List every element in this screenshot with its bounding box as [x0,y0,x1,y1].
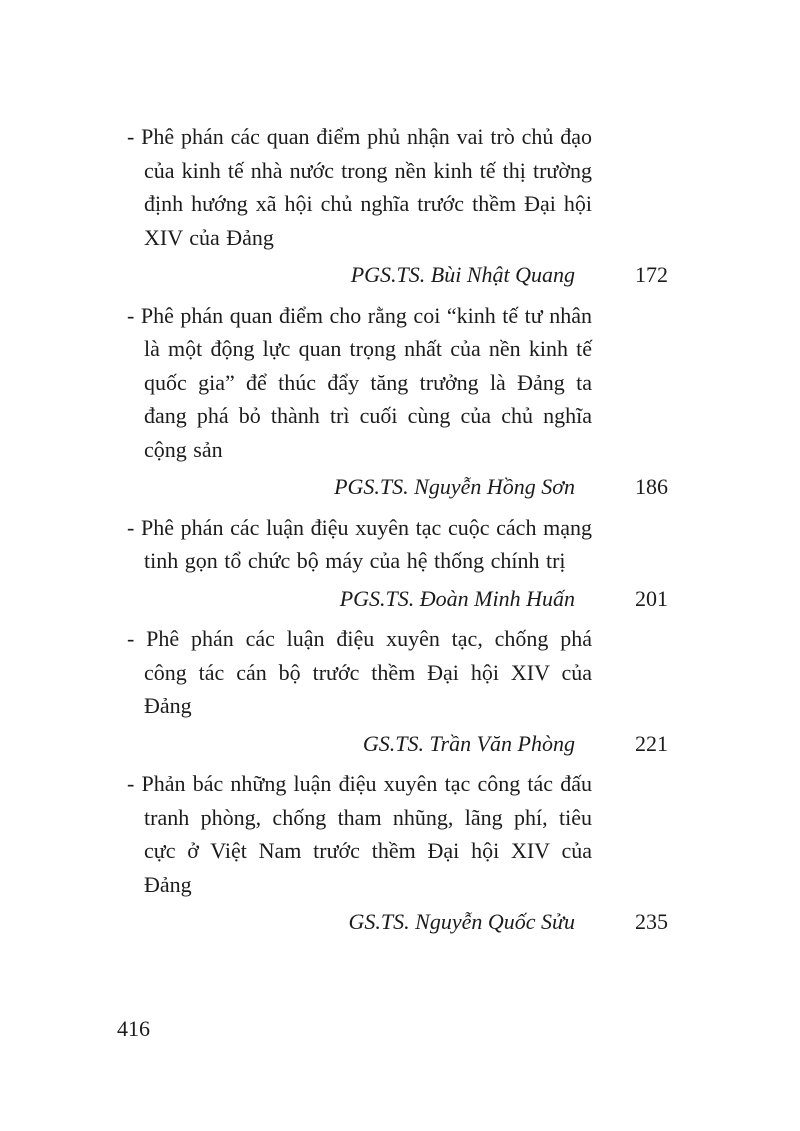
entry-author: GS.TS. Trần Văn Phòng [362,730,575,756]
entry-author: PGS.TS. Bùi Nhật Quang [350,262,575,287]
page-folio-number: 416 [117,1016,150,1041]
entry-title: - Phê phán các luận điệu xuyên tạc cuộc cách mạng tinh gọn tổ chức bộ máy của hệ thống chính trị [127,514,592,573]
toc-entry [127,299,668,504]
entry-meta [127,582,668,616]
entry-title: - Phê phán các quan điểm phủ nhận vai trò chủ đạo của kinh tế nhà nước trong nền kinh tế thị trường định hướng xã hội chủ nghĩa trước thềm Đại hội XIV của Đảng [127,124,592,250]
entry-page-number: 186 [635,474,668,499]
entry-meta [127,258,668,292]
entry-page-number: 221 [635,730,668,756]
entry-title: - Phê phán các luận điệu xuyên tạc, chống phá công tác cán bộ trước thềm Đại hội XIV của Đảng [127,626,592,718]
toc-entry [127,511,668,616]
entry-title: - Phản bác những luận điệu xuyên tạc công tác đấu tranh phòng, chống tham nhũng, lãng phí, tiêu cực ở Việt Nam trước thềm Đại hội XIV của Đảng [127,771,592,897]
entry-meta [127,727,668,761]
entry-meta [127,905,668,939]
entry-author: PGS.TS. Nguyễn Hồng Sơn [334,474,575,499]
toc-entry [127,120,668,292]
toc-entry [127,767,668,939]
entry-page-number: 172 [635,262,668,287]
entry-meta [127,470,668,504]
entry-page-number: 235 [635,909,668,934]
table-of-contents [127,120,668,946]
entry-author: GS.TS. Nguyễn Quốc Sửu [348,909,575,934]
entry-title: - Phê phán quan điểm cho rằng coi “kinh tế tư nhân là một động lực quan trọng nhất của nền kinh tế quốc gia” để thúc đẩy tăng trưởng là Đảng ta đang phá bỏ thành trì cuối cùng của chủ nghĩa cộng sản [127,302,592,462]
toc-entry [127,622,668,760]
entry-page-number: 201 [635,585,668,611]
entry-author: PGS.TS. Đoàn Minh Huấn [339,585,575,611]
